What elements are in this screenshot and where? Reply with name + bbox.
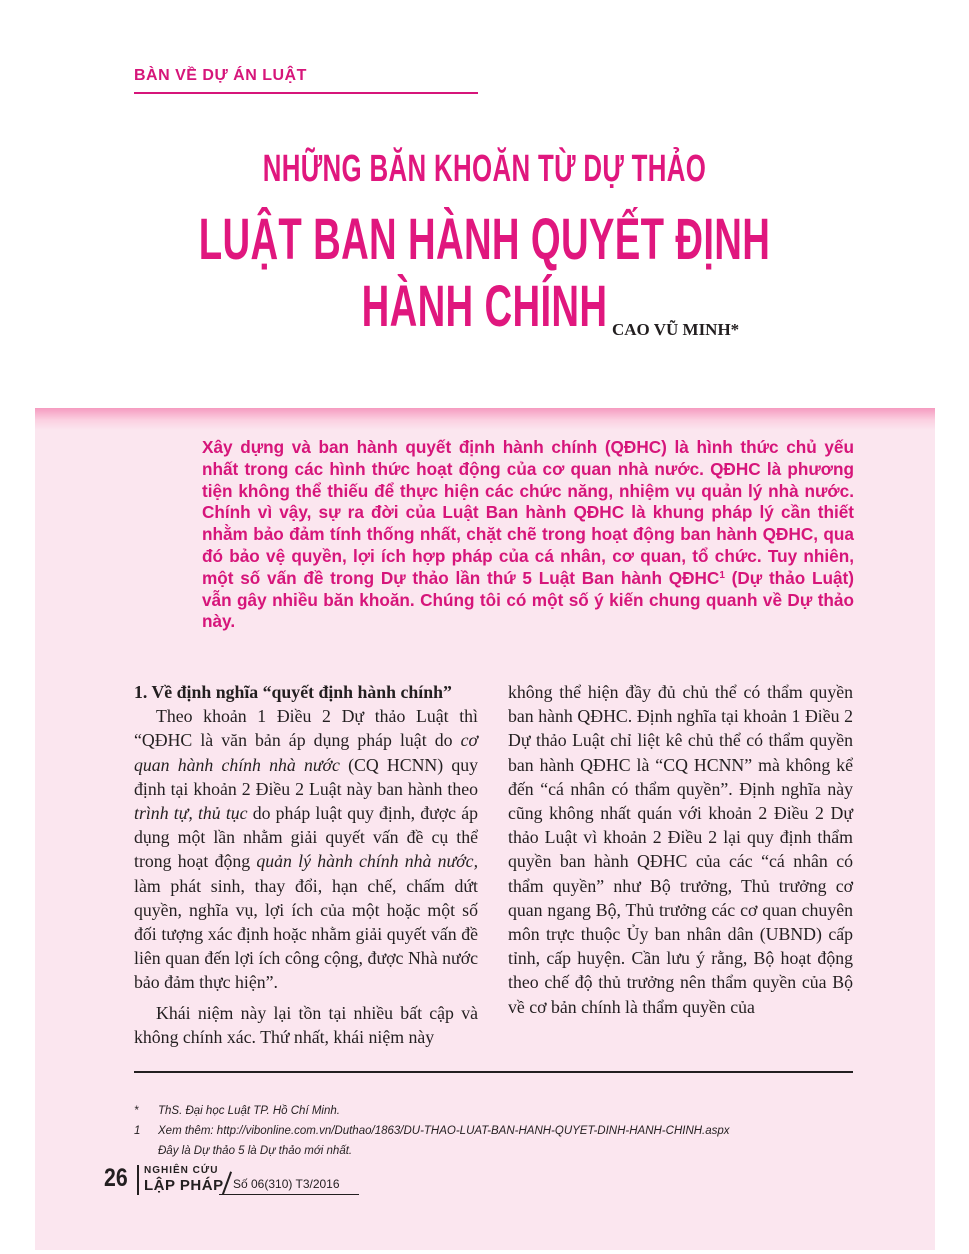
section-label-rule bbox=[134, 92, 478, 94]
section-label-text: BÀN VỀ DỰ ÁN LUẬT bbox=[134, 67, 307, 84]
footnote-divider bbox=[134, 1071, 853, 1073]
section-heading: 1. Về định nghĩa “quyết định hành chính” bbox=[134, 682, 452, 702]
author-name: CAO VŨ MINH* bbox=[612, 320, 740, 339]
abstract-text: Xây dựng và ban hành quyết định hành chính (QĐHC) là hình thức chủ yếu nhất trong các hình thức hoạt động của cơ quan nhà nước. QĐHC là phương tiện không thể thiếu để thực hiện các chức năng, nhiệm vụ quản lý nhà nước. Chính vì vậy, sự ra đời của Luật Ban hành QĐHC là khung pháp lý cần thiết nhằm bảo đảm tính thống nhất, chặt chẽ trong hoạt động ban hành QĐHC, qua đó bảo vệ quyền, lợi ích hợp pháp của cá nhân, cơ quan, tổ chức. Tuy nhiên, một số vấn đề trong Dự thảo lần thứ 5 Luật Ban hành QĐHC bbox=[202, 437, 854, 588]
footnote-text: Đây là Dự thảo 5 là Dự thảo mới nhất. bbox=[158, 1145, 353, 1157]
page-number: 26 bbox=[104, 1164, 128, 1192]
journal-name-main: LẬP PHÁP bbox=[144, 1177, 224, 1194]
text-run: làm phát sinh, thay đổi, hạn chế, chấm dứt quyền, nghĩa vụ, lợi ích của một hoặc một số đối tượng xác định hoặc nhằm giải quyết vấn đề liên quan đến lợi ích công cộng, được Nhà nước bảo đảm thực hiện”. bbox=[134, 875, 478, 993]
text-run: Theo khoản 1 Điều 2 Dự thảo Luật thì “QĐHC là văn bản áp dụng pháp luật do bbox=[134, 706, 478, 751]
article-title-line-2: LUẬT BAN HÀNH QUYẾT ĐỊNH HÀNH CHÍNH bbox=[198, 207, 771, 339]
body-paragraph-1 bbox=[134, 704, 478, 994]
footnote-item bbox=[134, 1141, 853, 1161]
italic-run: cơ quan hành chính nhà nước bbox=[134, 730, 478, 775]
issue-number: Số 06(310) T3/2016 bbox=[233, 1177, 340, 1191]
text-run: do pháp luật quy định, được áp dụng một lần nhằm giải quyết vấn đề cụ thể trong hoạt động bbox=[134, 803, 478, 872]
footnotes bbox=[134, 1101, 853, 1161]
body-paragraph-3: không thể hiện đầy đủ chủ thể có thẩm quyền ban hành QĐHC. Định nghĩa tại khoản 1 Điều 2 Dự thảo Luật chỉ liệt kê chủ thể có thẩm quyền ban hành QĐHC là “CQ HCNN” mà không kể đến “cá nhân có thẩm quyền”. Định nghĩa này cũng không nhất quán với khoản 2 Điều 2 Dự thảo Luật vì khoản 2 Điều 2 lại quy định thẩm quyền ban hành QĐHC của các “cá nhân có thẩm quyền” như Bộ trưởng, Thủ trưởng cơ quan ngang Bộ, Thủ trưởng các cơ quan chuyên môn trực thuộc Ủy ban nhân dân (UBND) cấp tỉnh, cấp huyện. Cần lưu ý rằng, Bộ hoạt động theo chế độ thủ trưởng nên thẩm quyền của Bộ về cơ bản chính là thẩm quyền của bbox=[508, 682, 853, 1017]
footnote-text: ThS. Đại học Luật TP. Hồ Chí Minh. bbox=[158, 1105, 340, 1117]
italic-run: trình tự, thủ tục bbox=[134, 803, 248, 824]
page-footer bbox=[104, 1163, 404, 1197]
italic-run: quản lý hành chính nhà nước, bbox=[256, 851, 479, 872]
footnote-item bbox=[134, 1121, 853, 1141]
section-label bbox=[134, 67, 478, 94]
footnote-link[interactable]: Xem thêm: http://vibonline.com.vn/Duthao/1863/DU-THAO-LUAT-BAN-HANH-QUYET-DINH-HANH-CHINH.aspx bbox=[158, 1125, 730, 1137]
body-column-left bbox=[134, 680, 478, 1049]
footnote-mark bbox=[134, 1141, 158, 1161]
abstract-text-cont: (Dự thảo Luật) vẫn gây nhiều băn khoăn. Chúng tôi có một số ý kiến chung quanh về Dự thảo này. bbox=[202, 567, 854, 632]
footnote-item bbox=[134, 1101, 853, 1121]
body-paragraph-2: Khái niệm này lại tồn tại nhiều bất cập và không chính xác. Thứ nhất, khái niệm này bbox=[134, 1002, 478, 1047]
article-title-line-1: NHỮNG BĂN KHOĂN TỪ DỰ THẢO bbox=[262, 148, 707, 190]
journal-underline bbox=[219, 1194, 359, 1195]
journal-name-top: NGHIÊN CỨU bbox=[144, 1165, 219, 1176]
footnote-mark: 1 bbox=[134, 1125, 141, 1137]
footnote-ref-1: 1 bbox=[719, 569, 725, 581]
footnote-mark: * bbox=[134, 1105, 139, 1117]
abstract-background-top-band bbox=[35, 408, 935, 430]
body-column-right bbox=[508, 680, 853, 1019]
text-run: (CQ HCNN) quy định tại khoản 2 Điều 2 Luật này ban hành theo bbox=[134, 754, 478, 799]
abstract bbox=[202, 437, 854, 633]
footer-separator bbox=[137, 1165, 139, 1195]
